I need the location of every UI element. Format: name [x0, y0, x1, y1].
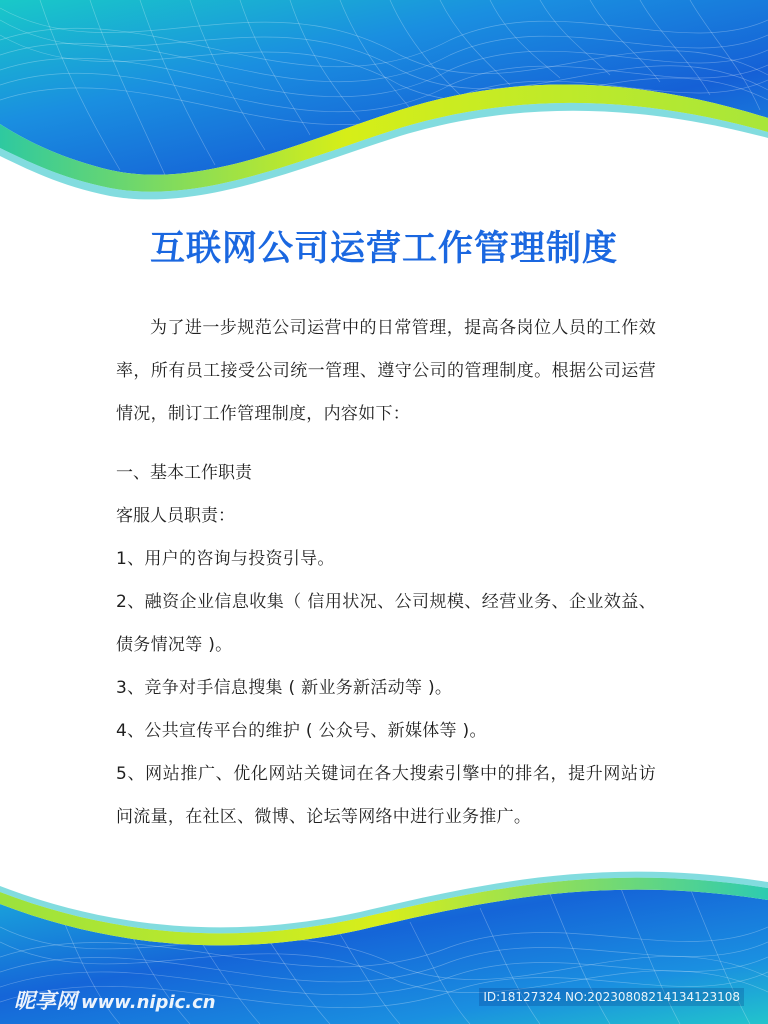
list-item: 4、公共宣传平台的维护 ( 公众号、新媒体等 )。	[116, 721, 487, 741]
content-body	[116, 307, 656, 839]
sub-heading: 客服人员职责：	[116, 506, 235, 526]
watermark-logo	[14, 985, 216, 1015]
watermark-logo-url: www.nipic.cn	[81, 992, 216, 1013]
section-heading: 一、基本工作职责	[116, 463, 252, 483]
list-item: 5、网站推广、优化网站关键词在各大搜索引擎中的排名，提升网站访问流量，在社区、微博、论坛等网络中进行业务推广。	[116, 764, 656, 827]
watermark-id: ID:18127324 NO:20230808214134123108	[479, 988, 744, 1006]
page-title: 互联网公司运营工作管理制度	[149, 229, 618, 269]
list-item: 1、用户的咨询与投资引导。	[116, 549, 335, 569]
list-item: 2、融资企业信息收集（ 信用状况、公司规模、经营业务、企业效益、债务情况等 )。	[116, 592, 656, 655]
watermark-logo-cn: 昵享网	[14, 989, 77, 1013]
intro-paragraph: 为了进一步规范公司运营中的日常管理，提高各岗位人员的工作效率，所有员工接受公司统一管理、遵守公司的管理制度。根据公司运营情况，制订工作管理制度，内容如下：	[116, 318, 656, 424]
list-item: 3、竞争对手信息搜集 ( 新业务新活动等 )。	[116, 678, 453, 698]
top-wave-decoration	[0, 0, 768, 200]
